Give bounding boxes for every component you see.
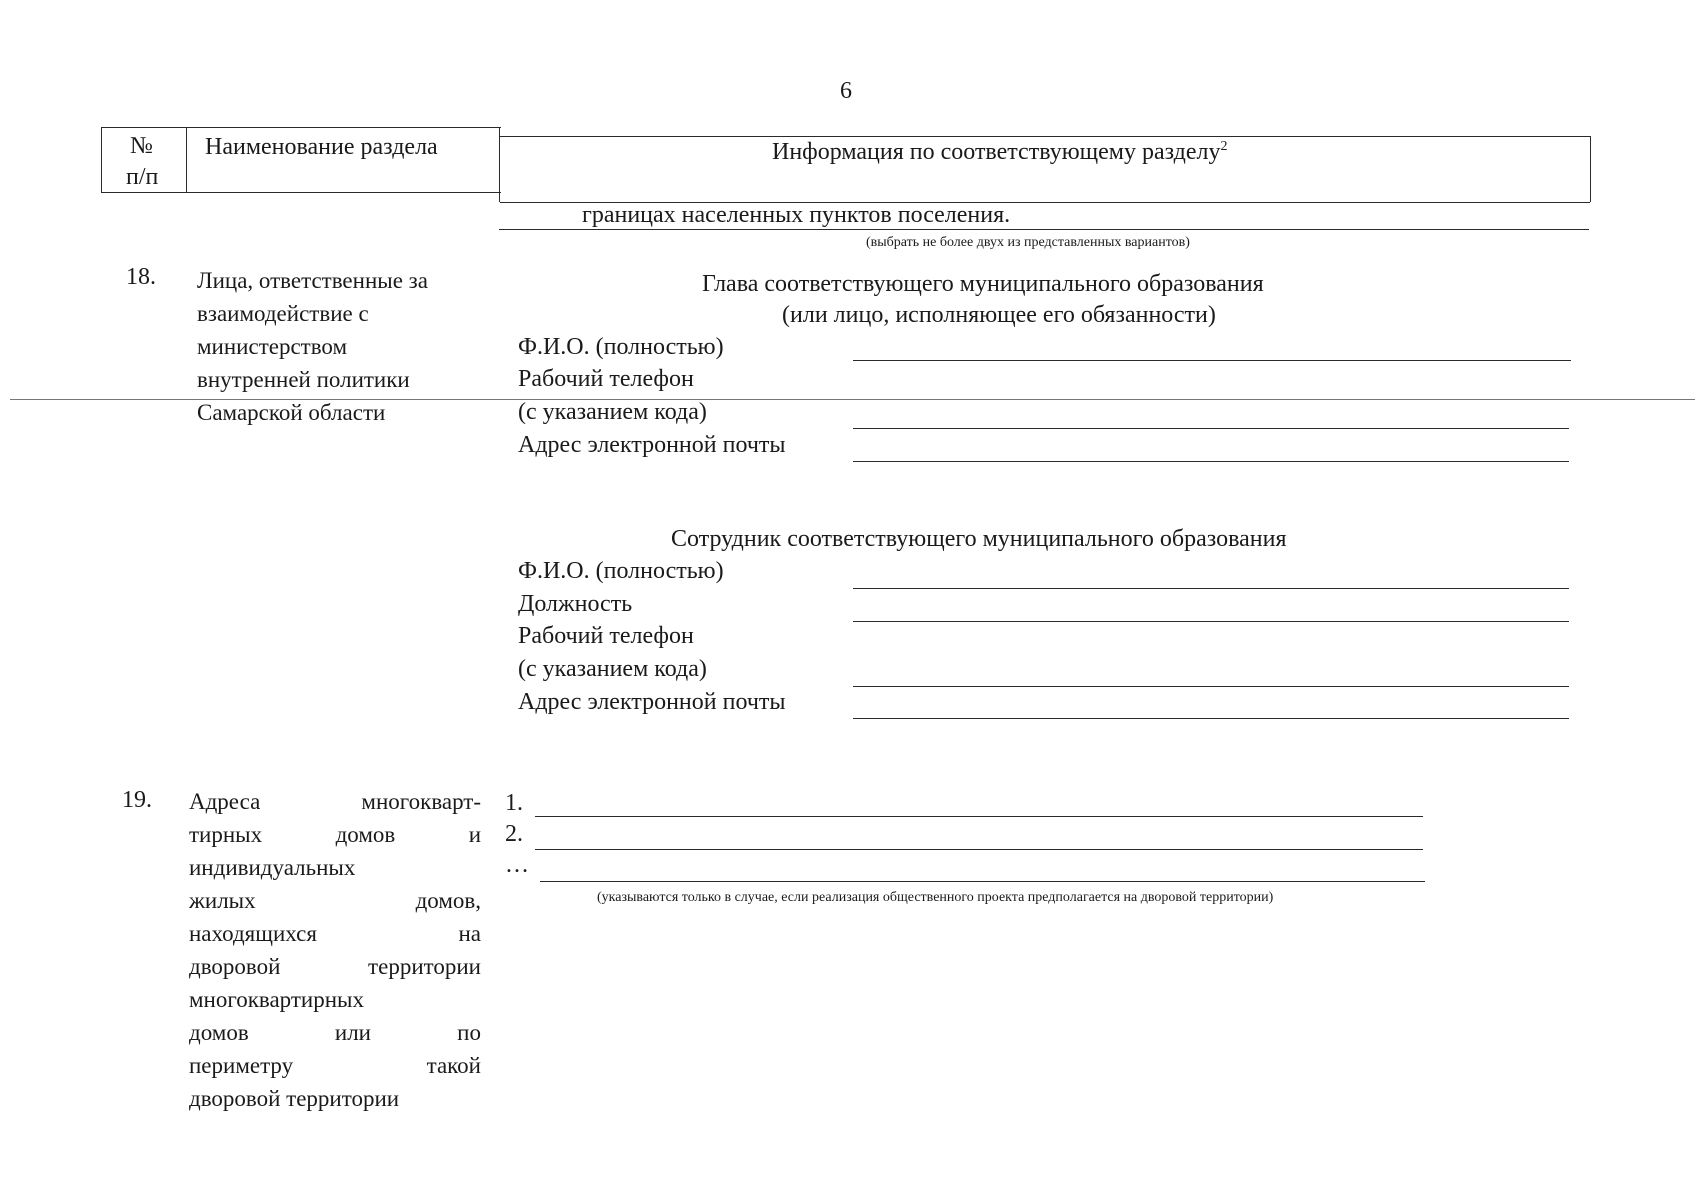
address-input-line-more[interactable]: [540, 881, 1425, 882]
head-block-title: Глава соответствующего муниципального образования: [702, 271, 1264, 297]
header-divider: [101, 127, 102, 192]
continuation-note: (выбрать не более двух из представленных вариантов): [866, 235, 1190, 250]
header-col-num: №: [130, 133, 153, 159]
header-top-border-left: [101, 127, 501, 128]
position-input-line[interactable]: [853, 621, 1569, 622]
header-bottom-border-left: [101, 192, 501, 193]
field-label-email: Адрес электронной почты: [518, 432, 786, 458]
header-col-num-sub: п/п: [126, 164, 159, 190]
field-label-phone: Рабочий телефон: [518, 366, 694, 392]
phone-input-line[interactable]: [853, 686, 1569, 687]
phone-input-line[interactable]: [853, 428, 1569, 429]
employee-block-title: Сотрудник соответствующего муниципального образования: [671, 526, 1287, 552]
head-block-subtitle: (или лицо, исполняющее его обязанности): [782, 302, 1216, 328]
header-divider: [1590, 136, 1591, 202]
header-top-border-right: [500, 136, 1590, 137]
continuation-text: границах населенных пунктов поселения.: [582, 202, 1011, 228]
page-number: 6: [840, 78, 852, 104]
address-input-line-1[interactable]: [535, 816, 1423, 817]
continuation-underline: [499, 229, 1589, 230]
field-label-fio: Ф.И.О. (полностью): [518, 334, 724, 360]
address-input-line-2[interactable]: [535, 849, 1423, 850]
list-marker-1: 1.: [505, 790, 523, 816]
field-label-phone: Рабочий телефон: [518, 623, 694, 649]
row-number: 19.: [122, 787, 152, 813]
fio-input-line[interactable]: [853, 360, 1571, 361]
header-col-info: Информация по соответствующему разделу$^2$: [772, 139, 1228, 165]
header-divider: [186, 127, 187, 192]
addresses-note: (указываются только в случае, если реализация общественного проекта предполагается на дворовой территории): [597, 890, 1274, 905]
field-label-fio: Ф.И.О. (полностью): [518, 558, 724, 584]
row18-title: Лица, ответственные за взаимодействие с министерством внутренней политики Самарской области: [197, 268, 428, 425]
field-label-email: Адрес электронной почты: [518, 689, 786, 715]
field-label-phone-code: (с указанием кода): [518, 399, 707, 425]
field-label-position: Должность: [518, 591, 633, 617]
list-marker-more: …: [505, 852, 529, 878]
scan-line-artifact: [10, 399, 1695, 400]
fio-input-line[interactable]: [853, 588, 1569, 589]
row-number: 18.: [126, 264, 156, 290]
header-col-name: Наименование раздела: [205, 134, 438, 160]
header-divider: [499, 128, 500, 202]
email-input-line[interactable]: [853, 718, 1569, 719]
field-label-phone-code: (с указанием кода): [518, 656, 707, 682]
email-input-line[interactable]: [853, 461, 1569, 462]
list-marker-2: 2.: [505, 821, 523, 847]
